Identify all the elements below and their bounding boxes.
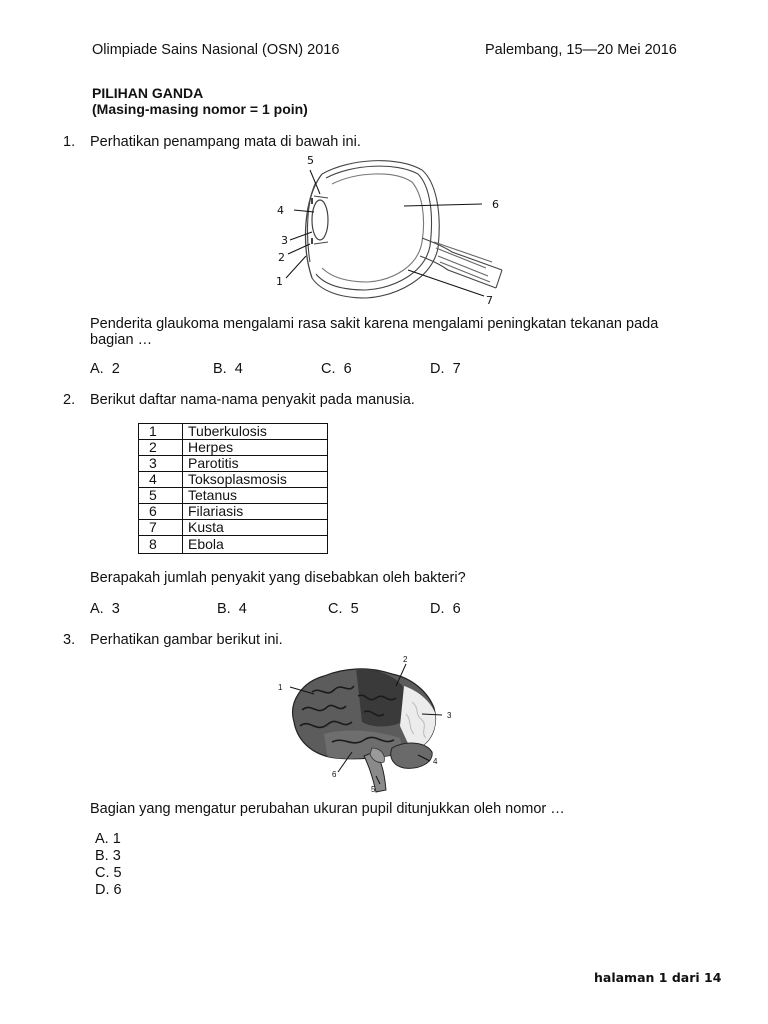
- question-1-body-line-1: Penderita glaukoma mengalami rasa sakit karena mengalami peningkatan tekanan pada: [90, 316, 659, 332]
- table-row: [139, 504, 328, 520]
- table-cell-number: 1: [139, 424, 183, 440]
- question-3-body: Bagian yang mengatur perubahan ukuran pupil ditunjukkan oleh nomor …: [90, 801, 565, 817]
- q1-option-a: A. 2: [90, 361, 120, 377]
- question-2-prompt: Berikut daftar nama-nama penyakit pada manusia.: [90, 392, 415, 408]
- table-cell-disease: Tuberkulosis: [183, 424, 328, 440]
- table-cell-number: 6: [139, 504, 183, 520]
- table-cell-number: 2: [139, 440, 183, 456]
- question-3-number: 3.: [63, 632, 76, 648]
- q3-option-a: A. 1: [95, 831, 121, 847]
- table-cell-number: 3: [139, 456, 183, 472]
- table-cell-disease: Filariasis: [183, 504, 328, 520]
- eye-label-4: 4: [277, 204, 284, 217]
- brain-label-3: 3: [447, 711, 452, 720]
- q1-option-d: D. 7: [430, 361, 461, 377]
- table-cell-disease: Tetanus: [183, 488, 328, 504]
- q1-option-c: C. 6: [321, 361, 352, 377]
- table-cell-disease: Toksoplasmosis: [183, 472, 328, 488]
- question-3-options: [95, 831, 122, 899]
- table-cell-disease: Herpes: [183, 440, 328, 456]
- table-cell-number: 7: [139, 520, 183, 536]
- table-row: [139, 472, 328, 488]
- table-row: [139, 536, 328, 554]
- table-cell-number: 8: [139, 536, 183, 554]
- brain-label-5: 5: [371, 785, 376, 794]
- table-cell-disease: Ebola: [183, 536, 328, 554]
- table-row: [139, 488, 328, 504]
- brain-label-2: 2: [403, 655, 408, 664]
- table-row: [139, 456, 328, 472]
- table-row: [139, 520, 328, 536]
- section-title: PILIHAN GANDA: [92, 85, 204, 101]
- brain-cerebellum: [391, 743, 432, 768]
- question-1-body-line-2: bagian …: [90, 332, 153, 348]
- section-heading: [92, 85, 308, 117]
- table-row: [139, 440, 328, 456]
- section-subtitle: (Masing-masing nomor = 1 poin): [92, 101, 308, 117]
- q3-option-c: C. 5: [95, 865, 122, 881]
- q1-option-b: B. 4: [213, 361, 243, 377]
- eye-pointer-lines: [286, 170, 484, 296]
- q3-option-d: D. 6: [95, 882, 122, 898]
- q2-option-c: C. 5: [328, 601, 359, 617]
- table-cell-number: 4: [139, 472, 183, 488]
- q2-option-b: B. 4: [217, 601, 247, 617]
- brain-label-4: 4: [433, 757, 438, 766]
- eye-label-2: 2: [278, 251, 285, 264]
- brain-label-1: 1: [278, 683, 283, 692]
- table-cell-number: 5: [139, 488, 183, 504]
- q2-option-a: A. 3: [90, 601, 120, 617]
- eye-label-7: 7: [486, 294, 493, 307]
- header-event-title: Olimpiade Sains Nasional (OSN) 2016: [92, 42, 340, 58]
- question-1-prompt: Perhatikan penampang mata di bawah ini.: [90, 134, 361, 150]
- brain-label-6: 6: [332, 770, 337, 779]
- table-cell-disease: Parotitis: [183, 456, 328, 472]
- disease-table: [138, 423, 328, 554]
- table-row: [139, 424, 328, 440]
- eye-drawing: [306, 161, 502, 298]
- eye-label-5: 5: [307, 154, 314, 167]
- eye-cross-section-figure: [270, 152, 510, 308]
- q3-option-b: B. 3: [95, 848, 121, 864]
- question-1-number: 1.: [63, 134, 76, 150]
- table-cell-disease: Kusta: [183, 520, 328, 536]
- eye-label-6: 6: [492, 198, 499, 211]
- question-3-prompt: Perhatikan gambar berikut ini.: [90, 632, 283, 648]
- eye-label-3: 3: [281, 234, 288, 247]
- question-2-number: 2.: [63, 392, 76, 408]
- question-2-body: Berapakah jumlah penyakit yang disebabkan oleh bakteri?: [90, 570, 466, 586]
- q2-option-d: D. 6: [430, 601, 461, 617]
- brain-figure: [272, 652, 462, 794]
- eye-label-1: 1: [276, 275, 283, 288]
- page-number: halaman 1 dari 14: [594, 970, 722, 985]
- header-location-date: Palembang, 15—20 Mei 2016: [485, 42, 677, 58]
